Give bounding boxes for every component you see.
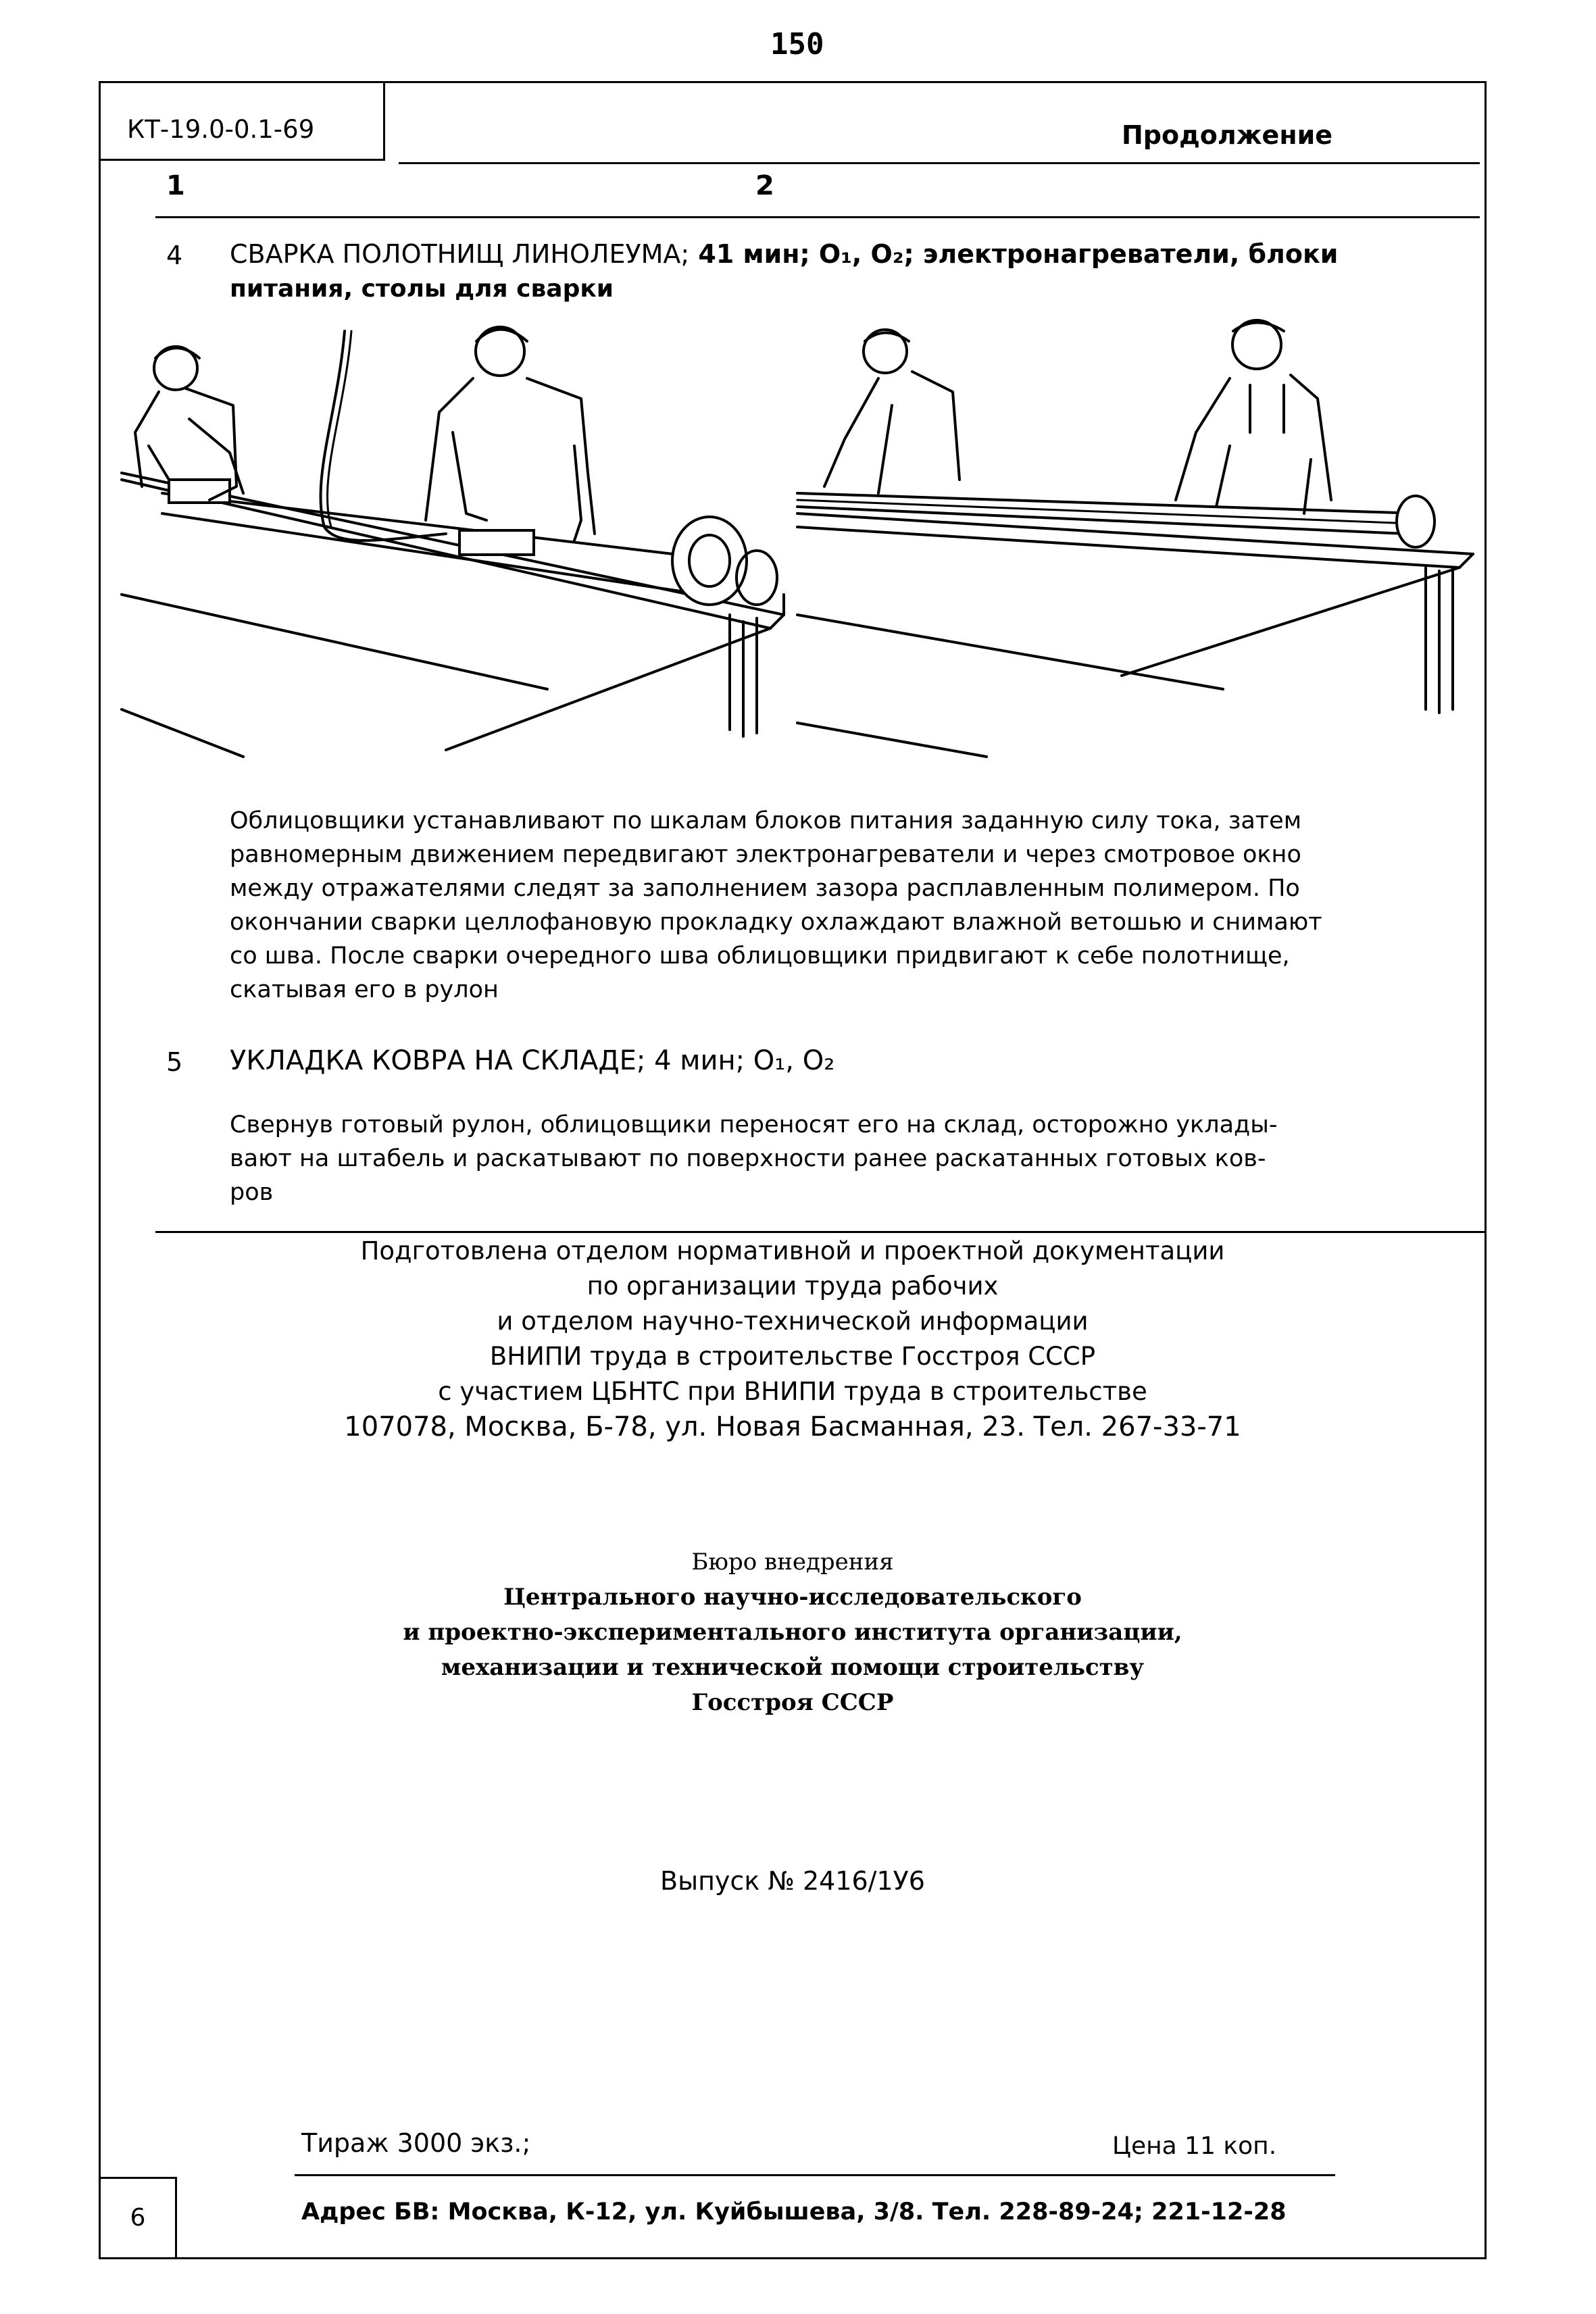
- item-4-line: Облицовщики устанавливают по шкалам блоков питания заданную силу тока, затем: [230, 807, 1302, 834]
- continuation-label: Продолжение: [1122, 120, 1332, 150]
- price: Цена 11 коп.: [1112, 2132, 1277, 2160]
- bureau-title: Бюро внедрения: [691, 1549, 894, 1576]
- item-5-line: вают на штабель и раскатывают по поверхности ранее раскатанных готовых ков-: [230, 1145, 1266, 1172]
- bureau-line: Центрального научно-исследовательского: [503, 1584, 1082, 1611]
- item-4-line: равномерным движением передвигают электронагреватели и через смотровое окно: [230, 841, 1301, 868]
- prepared-line: с участием ЦБНТС при ВНИПИ труда в строительстве: [438, 1377, 1147, 1406]
- footer-rule: [295, 2174, 1335, 2176]
- item-4-description: [230, 804, 1473, 1007]
- item-title-4: [230, 236, 1460, 272]
- item-title-4-main: СВАРКА ПОЛОТНИЩ ЛИНОЛЕУМА;: [230, 239, 690, 269]
- address: Адрес БВ: Москва, К-12, ул. Куйбышева, 3/8. Тел. 228-89-24; 221-12-28: [301, 2198, 1287, 2225]
- item-number-4: 4: [166, 241, 183, 270]
- right-scene: [797, 320, 1473, 757]
- prepared-line: и отделом научно-технической информации: [497, 1307, 1089, 1336]
- item-title-4-line2: питания, столы для сварки: [230, 275, 614, 303]
- bureau-line: механизации и технической помощи строительству: [441, 1654, 1145, 1681]
- prepared-address: 107078, Москва, Б-78, ул. Новая Басманная, 23. Тел. 267-33-71: [344, 1411, 1241, 1442]
- prepared-line: ВНИПИ труда в строительстве Госстроя СССР: [489, 1342, 1096, 1371]
- document-code: КТ-19.0-0.1-69: [99, 81, 385, 161]
- prepared-line: Подготовлена отделом нормативной и проектной документации: [360, 1236, 1225, 1265]
- item-title-5: УКЛАДКА КОВРА НА СКЛАДЕ; 4 мин; О₁, О₂: [230, 1045, 835, 1076]
- item-4-line: между отражателями следят за заполнением зазора расплавленным полимером. По: [230, 875, 1300, 902]
- item-4-line: со шва. После сварки очередного шва облицовщики придвигают к себе полотнище,: [230, 942, 1290, 970]
- item-title-4-rest: 41 мин; О₁, О₂; электронагреватели, блоки: [689, 239, 1339, 269]
- column-header-1: 1: [166, 170, 185, 201]
- item-number-5: 5: [166, 1047, 183, 1077]
- item-5-line: ров: [230, 1179, 274, 1206]
- bureau-line: Госстроя СССР: [691, 1689, 894, 1716]
- item-4-line: окончании сварки целлофановую прокладку охлаждают влажной ветошью и снимают: [230, 909, 1322, 936]
- header-rule: [399, 162, 1480, 164]
- prepared-line: по организации труда рабочих: [587, 1272, 999, 1301]
- column-header-rule: [155, 216, 1480, 218]
- page-number: 150: [770, 27, 824, 61]
- left-scene: [122, 327, 784, 757]
- bureau-block: [99, 1544, 1487, 1720]
- item-5-description: [230, 1108, 1473, 1209]
- welding-illustration: [108, 311, 1487, 784]
- section-divider: [155, 1231, 1487, 1233]
- item-4-line: скатывая его в рулон: [230, 976, 499, 1003]
- item-5-line: Свернув готовый рулон, облицовщики переносят его на склад, осторожно уклады-: [230, 1111, 1278, 1138]
- bureau-line: и проектно-экспериментального института организации,: [403, 1619, 1182, 1646]
- issue-number: Выпуск № 2416/1У6: [660, 1866, 925, 1896]
- column-header-2: 2: [755, 170, 774, 201]
- print-run: Тираж 3000 экз.;: [301, 2128, 531, 2158]
- prepared-by-block: [99, 1234, 1487, 1444]
- box-number: 6: [99, 2177, 177, 2259]
